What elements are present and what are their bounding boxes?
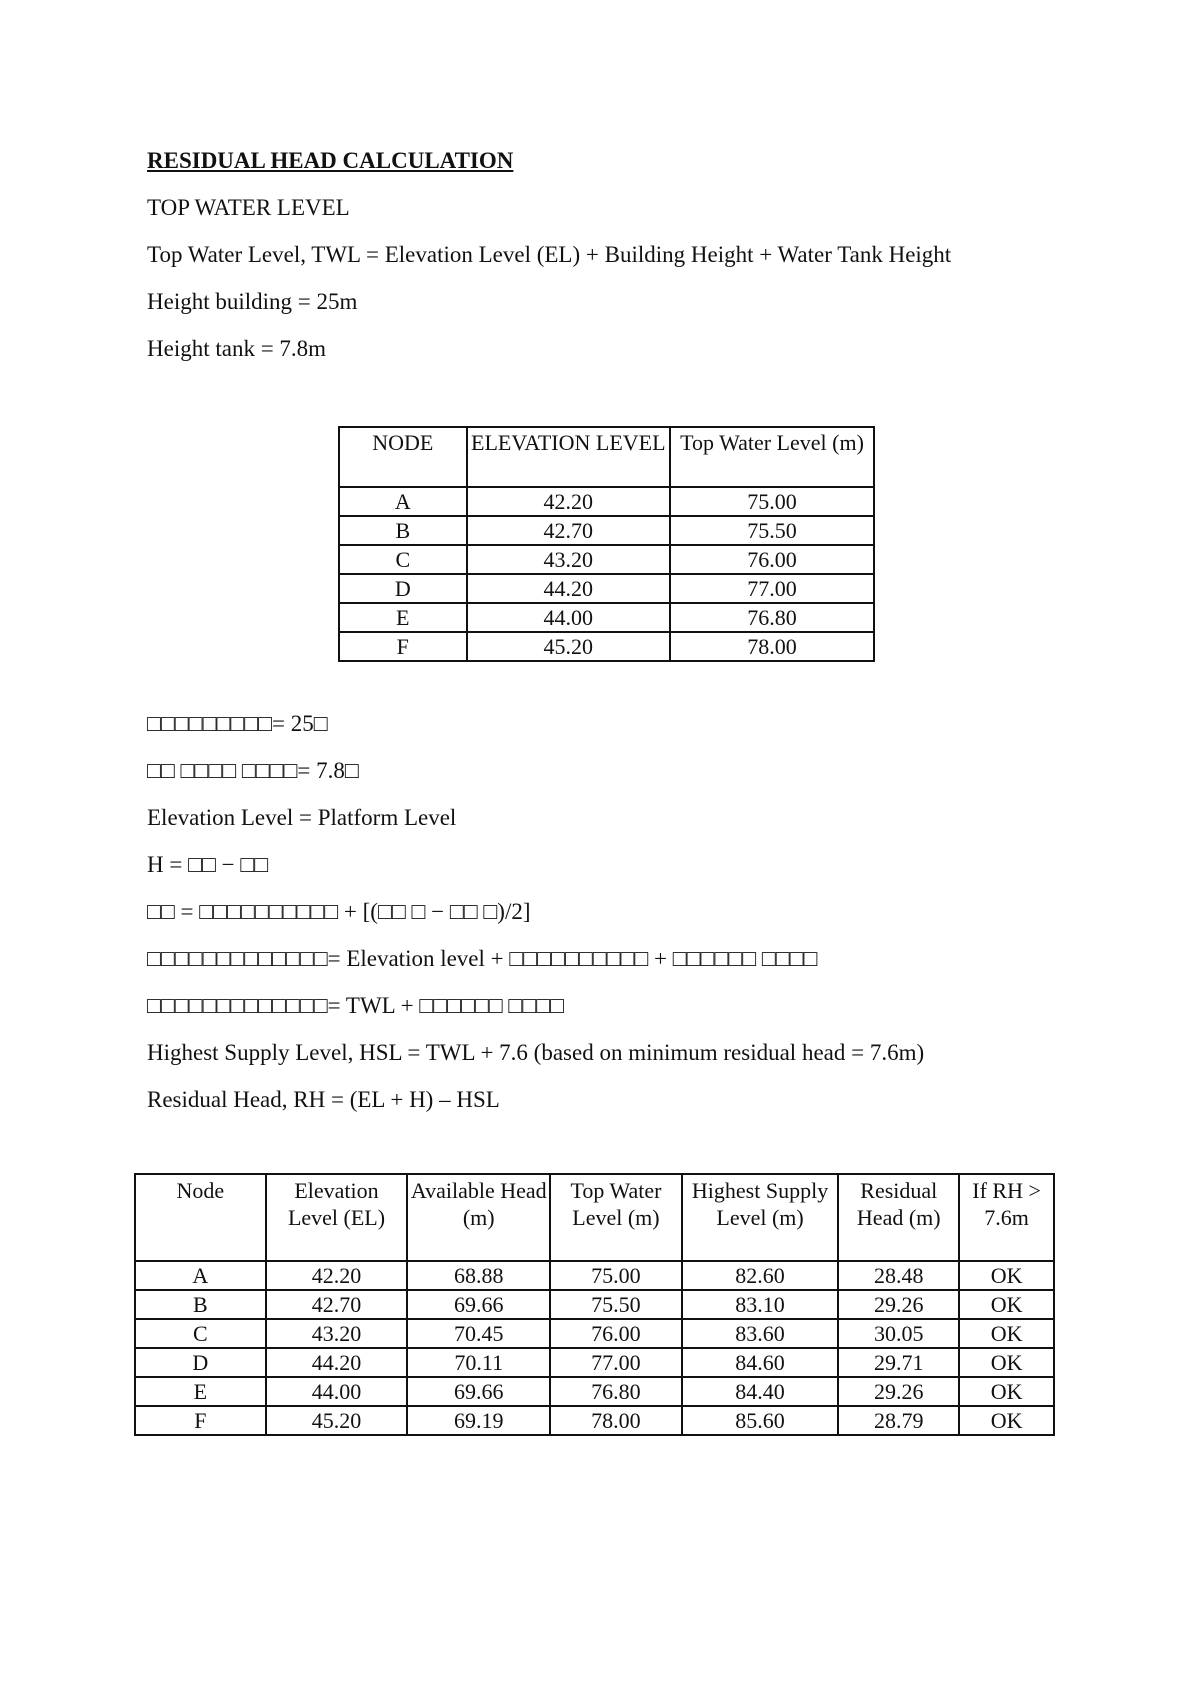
table-cell: 75.50 bbox=[550, 1290, 682, 1319]
table-cell: 44.20 bbox=[467, 574, 670, 603]
table-cell: F bbox=[135, 1406, 266, 1435]
table-row bbox=[339, 516, 874, 545]
table-cell: D bbox=[135, 1348, 266, 1377]
table-cell: 30.05 bbox=[838, 1319, 959, 1348]
table-cell: 68.88 bbox=[407, 1261, 550, 1290]
table-cell: 28.48 bbox=[838, 1261, 959, 1290]
formula-twl: Top Water Level, TWL = Elevation Level (EL) + Building Height + Water Tank Height bbox=[147, 242, 952, 267]
header-highest-supply-level: Highest Supply Level (m) bbox=[682, 1174, 839, 1261]
table-cell: 42.70 bbox=[467, 516, 670, 545]
residual-head-formula: Residual Head, RH = (EL + H) – HSL bbox=[147, 1087, 500, 1112]
table-cell: C bbox=[135, 1319, 266, 1348]
status-cell: OK bbox=[959, 1261, 1054, 1290]
table-row bbox=[135, 1406, 1054, 1435]
header-available-head: Available Head (m) bbox=[407, 1174, 550, 1261]
table-cell: 44.20 bbox=[266, 1348, 408, 1377]
table-row bbox=[339, 545, 874, 574]
status-cell: OK bbox=[959, 1290, 1054, 1319]
table-cell: 77.00 bbox=[550, 1348, 682, 1377]
table-cell: 69.66 bbox=[407, 1290, 550, 1319]
table-cell: E bbox=[135, 1377, 266, 1406]
table-cell: 45.20 bbox=[266, 1406, 408, 1435]
height-tank-formula: □□ □□□□ □□□□= 7.8□ bbox=[147, 758, 359, 783]
table-cell: 42.20 bbox=[467, 487, 670, 516]
table-cell: 69.66 bbox=[407, 1377, 550, 1406]
top-water-level-table bbox=[338, 426, 875, 662]
table-cell: 76.00 bbox=[550, 1319, 682, 1348]
table-cell: 83.10 bbox=[682, 1290, 839, 1319]
table-row bbox=[135, 1261, 1054, 1290]
elevation-level-note: Elevation Level = Platform Level bbox=[147, 805, 457, 830]
table-row bbox=[135, 1290, 1054, 1319]
status-cell: OK bbox=[959, 1319, 1054, 1348]
table-cell: 44.00 bbox=[467, 603, 670, 632]
status-cell: OK bbox=[959, 1406, 1054, 1435]
hsl-formula: Highest Supply Level, HSL = TWL + 7.6 (based on minimum residual head = 7.6m) bbox=[147, 1040, 925, 1065]
residual-head-table bbox=[134, 1173, 1055, 1436]
table-cell: 76.00 bbox=[670, 545, 874, 574]
table-cell: 83.60 bbox=[682, 1319, 839, 1348]
table-cell: A bbox=[135, 1261, 266, 1290]
table-cell: E bbox=[339, 603, 467, 632]
header-elevation-level: Elevation Level (EL) bbox=[266, 1174, 408, 1261]
height-building-formula: □□□□□□□□□= 25□ bbox=[147, 711, 328, 736]
section-heading: TOP WATER LEVEL bbox=[147, 195, 350, 220]
table-cell: 29.26 bbox=[838, 1377, 959, 1406]
table-cell: D bbox=[339, 574, 467, 603]
table-cell: 43.20 bbox=[266, 1319, 408, 1348]
height-building-line: Height building = 25m bbox=[147, 289, 358, 314]
table-row bbox=[339, 632, 874, 661]
elevation-sum-formula: □□□□□□□□□□□□□= Elevation level + □□□□□□□□□□ + □□□□□□ □□□□ bbox=[147, 946, 818, 971]
table-cell: B bbox=[135, 1290, 266, 1319]
status-cell: OK bbox=[959, 1377, 1054, 1406]
table-cell: 75.50 bbox=[670, 516, 874, 545]
table-cell: 78.00 bbox=[670, 632, 874, 661]
table-cell: 78.00 bbox=[550, 1406, 682, 1435]
table-cell: A bbox=[339, 487, 467, 516]
header-top-water-level: Top Water Level (m) bbox=[670, 427, 874, 487]
table-row bbox=[339, 487, 874, 516]
table-cell: 85.60 bbox=[682, 1406, 839, 1435]
header-top-water-level: Top Water Level (m) bbox=[550, 1174, 682, 1261]
table-cell: 75.00 bbox=[550, 1261, 682, 1290]
table-header-row bbox=[339, 427, 874, 487]
header-node: NODE bbox=[339, 427, 467, 487]
header-elevation-level: ELEVATION LEVEL bbox=[467, 427, 670, 487]
table-cell: 44.00 bbox=[266, 1377, 408, 1406]
table-cell: 29.71 bbox=[838, 1348, 959, 1377]
status-cell: OK bbox=[959, 1348, 1054, 1377]
table-cell: 29.26 bbox=[838, 1290, 959, 1319]
header-if-rh: If RH > 7.6m bbox=[959, 1174, 1054, 1261]
header-node: Node bbox=[135, 1174, 266, 1261]
table-row bbox=[339, 574, 874, 603]
table-cell: B bbox=[339, 516, 467, 545]
table-cell: 77.00 bbox=[670, 574, 874, 603]
table-cell: 43.20 bbox=[467, 545, 670, 574]
table-cell: 69.19 bbox=[407, 1406, 550, 1435]
level-formula: □□ = □□□□□□□□□□ + [(□□ □ − □□ □)/2] bbox=[147, 899, 531, 924]
table-cell: 28.79 bbox=[838, 1406, 959, 1435]
table-cell: 42.20 bbox=[266, 1261, 408, 1290]
table-cell: 84.60 bbox=[682, 1348, 839, 1377]
table-cell: 45.20 bbox=[467, 632, 670, 661]
table-cell: F bbox=[339, 632, 467, 661]
table-cell: 42.70 bbox=[266, 1290, 408, 1319]
table-cell: 70.11 bbox=[407, 1348, 550, 1377]
table-row bbox=[339, 603, 874, 632]
head-formula: H = □□ − □□ bbox=[147, 852, 269, 877]
height-tank-line: Height tank = 7.8m bbox=[147, 336, 327, 361]
table-cell: 75.00 bbox=[670, 487, 874, 516]
header-residual-head: Residual Head (m) bbox=[838, 1174, 959, 1261]
page-heading: RESIDUAL HEAD CALCULATION bbox=[147, 148, 514, 173]
table-row bbox=[135, 1319, 1054, 1348]
table-cell: 76.80 bbox=[670, 603, 874, 632]
table-row bbox=[135, 1377, 1054, 1406]
twl-sum-formula: □□□□□□□□□□□□□= TWL + □□□□□□ □□□□ bbox=[147, 993, 564, 1018]
table-row bbox=[135, 1348, 1054, 1377]
table-cell: 84.40 bbox=[682, 1377, 839, 1406]
table-header-row bbox=[135, 1174, 1054, 1261]
table-cell: 76.80 bbox=[550, 1377, 682, 1406]
table-cell: 82.60 bbox=[682, 1261, 839, 1290]
table-cell: 70.45 bbox=[407, 1319, 550, 1348]
table-cell: C bbox=[339, 545, 467, 574]
